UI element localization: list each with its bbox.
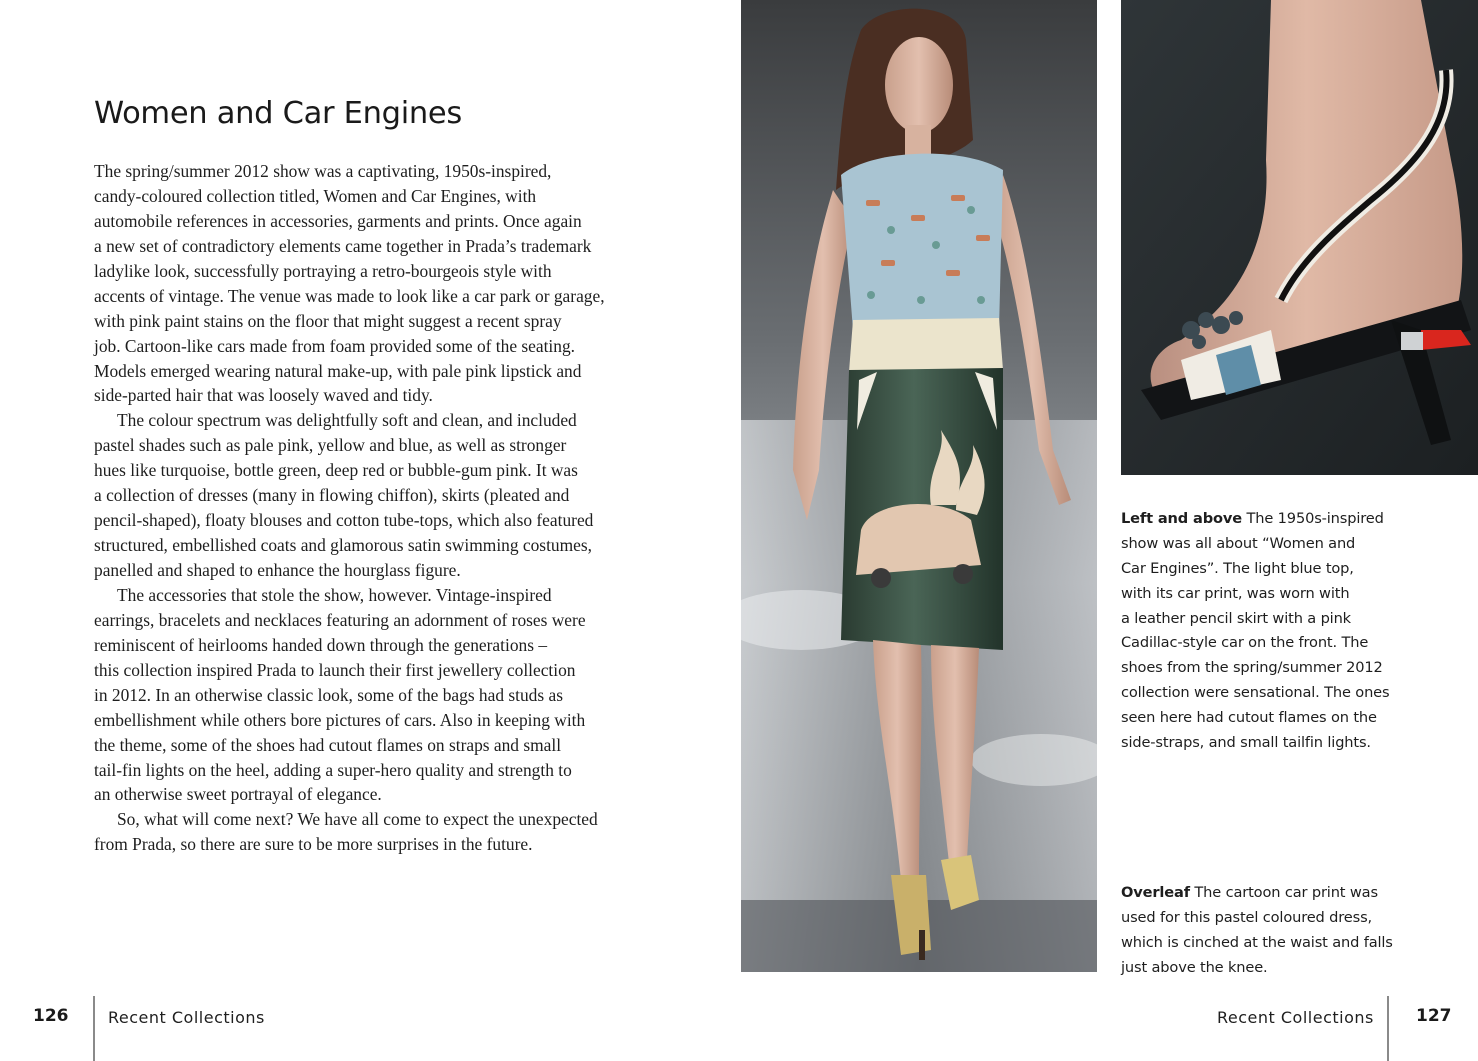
caption-lines — [1121, 906, 1421, 981]
page-number-left: 126 — [33, 1006, 69, 1026]
body-line: tail-fin lights on the heel, adding a super-hero quality and strength to — [94, 759, 572, 780]
caption-line: with its car print, was worn with — [1121, 584, 1350, 602]
caption-lines — [1121, 532, 1421, 756]
body-line: earrings, bracelets and necklaces featuring an adornment of roses were — [94, 609, 586, 630]
body-line: candy-coloured collection titled, Women and Car Engines, with — [94, 185, 537, 206]
shoe-illustration — [1121, 0, 1478, 475]
body-line: reminiscent of heirlooms handed down through the generations – — [94, 634, 548, 655]
body-line: a new set of contradictory elements came together in Prada’s trademark — [94, 235, 592, 256]
caption-line: Cadillac-style car on the front. The — [1121, 634, 1369, 652]
caption-line: show was all about “Women and — [1121, 534, 1356, 552]
body-line: automobile references in accessories, garments and prints. Once again — [94, 210, 582, 231]
caption-line: which is cinched at the waist and falls — [1121, 933, 1393, 951]
caption-first-line — [1121, 507, 1421, 532]
body-line: ladylike look, successfully portraying a retro-bourgeois style with — [94, 260, 552, 281]
caption-line: shoes from the spring/summer 2012 — [1121, 659, 1383, 677]
caption-title: Left and above — [1121, 510, 1242, 527]
body-line: The spring/summer 2012 show was a captivating, 1950s-inspired, — [94, 161, 552, 181]
body-line: hues like turquoise, bottle green, deep red or bubble-gum pink. It was — [94, 460, 578, 481]
body-line: Models emerged wearing natural make-up, with pale pink lipstick and — [94, 360, 582, 381]
footer-rule-left — [93, 996, 95, 1061]
caption-left-and-above — [1121, 507, 1421, 756]
page-number-right: 127 — [1416, 1006, 1452, 1026]
body-line: accents of vintage. The venue was made to look like a car park or garage, — [94, 285, 605, 306]
body-line: embellishment while others bore pictures of cars. Also in keeping with — [94, 709, 586, 730]
caption-text: The 1950s-inspired — [1242, 510, 1384, 527]
caption-line: just above the knee. — [1121, 958, 1268, 976]
body-line: this collection inspired Prada to launch their first jewellery collection — [94, 659, 576, 680]
caption-text: The cartoon car print was — [1189, 884, 1378, 901]
caption-first-line — [1121, 881, 1421, 906]
caption-overleaf — [1121, 881, 1421, 981]
body-line: from Prada, so there are sure to be more surprises in the future. — [94, 834, 533, 855]
body-text — [94, 159, 660, 857]
caption-title: Overleaf — [1121, 884, 1190, 901]
runway-model-photo — [741, 0, 1097, 972]
caption-line: Car Engines”. The light blue top, — [1121, 559, 1354, 577]
body-line: a collection of dresses (many in flowing chiffon), skirts (pleated and — [94, 485, 570, 506]
body-line: panelled and shaped to enhance the hourglass figure. — [94, 560, 461, 580]
shoe-closeup-photo — [1121, 0, 1478, 475]
body-line: structured, embellished coats and glamorous satin swimming costumes, — [94, 535, 592, 556]
body-line: The accessories that stole the show, however. Vintage-inspired — [117, 584, 552, 605]
body-line: with pink paint stains on the floor that might suggest a recent spray — [94, 310, 562, 331]
body-line: pastel shades such as pale pink, yellow and blue, as well as stronger — [94, 435, 567, 456]
caption-line: collection were sensational. The ones — [1121, 684, 1390, 702]
body-line: the theme, some of the shoes had cutout flames on straps and small — [94, 734, 562, 755]
caption-line: side-straps, and small tailfin lights. — [1121, 734, 1371, 752]
running-head-left: Recent Collections — [108, 1008, 265, 1027]
body-line: side-parted hair that was loosely waved and tidy. — [94, 385, 433, 406]
body-line: an otherwise sweet portrayal of elegance. — [94, 784, 382, 805]
page-heading: Women and Car Engines — [94, 96, 462, 131]
running-head-right: Recent Collections — [1217, 1008, 1374, 1027]
body-line: in 2012. In an otherwise classic look, some of the bags had studs as — [94, 684, 563, 705]
body-line: job. Cartoon-like cars made from foam provided some of the seating. — [94, 335, 576, 356]
runway-illustration — [741, 0, 1097, 972]
body-line: pencil-shaped), floaty blouses and cotton tube-tops, which also featured — [94, 510, 594, 531]
body-line: The colour spectrum was delightfully soft and clean, and included — [117, 410, 577, 431]
footer-rule-right — [1387, 996, 1389, 1061]
caption-line: seen here had cutout flames on the — [1121, 709, 1377, 727]
caption-line: a leather pencil skirt with a pink — [1121, 609, 1351, 627]
body-line: So, what will come next? We have all come to expect the unexpected — [117, 809, 598, 830]
caption-line: used for this pastel coloured dress, — [1121, 908, 1373, 926]
